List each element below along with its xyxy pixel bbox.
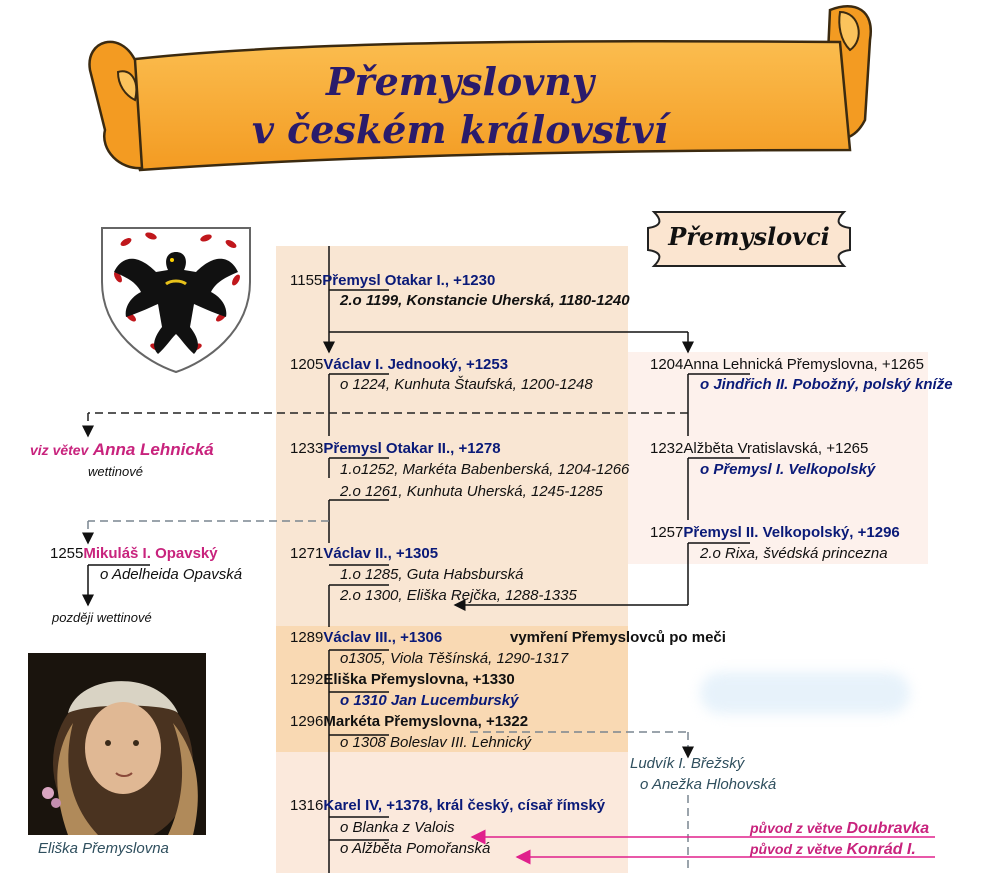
- origin-prefix: původ z větve: [750, 820, 843, 836]
- spouse-line: 2.o Rixa, švédská princezna: [700, 545, 888, 562]
- entry-name: Markéta Přemyslovna, +1322: [323, 713, 529, 730]
- main-entry-1271: [290, 545, 438, 563]
- entry-year: 1204: [650, 356, 684, 373]
- mikulas-entry: [50, 545, 218, 563]
- entry-name: Karel IV, +1378, král český, císař římský: [323, 797, 606, 814]
- entry-name: Přemysl II. Velkopolský, +1296: [683, 524, 900, 541]
- anna-prefix: viz větev: [30, 442, 89, 458]
- entry-year: 1271: [290, 545, 324, 562]
- entry-name: Václav II., +1305: [323, 545, 439, 562]
- main-entry-1316: [290, 797, 605, 815]
- origin-prefix: původ z větve: [750, 841, 843, 857]
- main-entry-1296: [290, 713, 528, 731]
- main-entry-1155: [290, 272, 495, 290]
- spouse-line: o Přemysl I. Velkopolský: [700, 461, 876, 478]
- entry-year: 1292: [290, 671, 324, 688]
- entry-year: 1316: [290, 797, 324, 814]
- entry-year: 1255: [50, 545, 84, 562]
- entry-year: 1257: [650, 524, 684, 541]
- main-entry-1292: [290, 671, 515, 689]
- spouse-line: o Alžběta Pomořanská: [340, 840, 491, 857]
- spouse-line: o Jindřich II. Pobožný, polský kníže: [700, 376, 953, 393]
- mikulas-spouse: o Adelheida Opavská: [100, 566, 243, 583]
- right-entry-1204: [650, 356, 924, 374]
- spouse-line: 1.o 1285, Guta Habsburská: [340, 566, 524, 583]
- spouse-line: 1.o1252, Markéta Babenberská, 1204-1266: [340, 461, 630, 478]
- entry-name: Alžběta Vratislavská, +1265: [683, 440, 869, 457]
- main-entry-1289: [290, 629, 442, 647]
- ludvik-spouse: o Anežka Hlohovská: [640, 776, 777, 793]
- entry-name: Přemysl Otakar I., +1230: [322, 272, 496, 289]
- spouse-line: o 1310 Jan Lucemburský: [340, 692, 519, 709]
- entry-year: 1289: [290, 629, 324, 646]
- entry-year: 1155: [290, 272, 323, 289]
- extinction-note: vymření Přemyslovců po meči: [510, 629, 726, 646]
- entry-name: Mikuláš I. Opavský: [83, 545, 218, 562]
- anna-name: Anna Lehnická: [92, 440, 214, 459]
- main-entry-1205: [290, 356, 508, 374]
- entry-name: Anna Lehnická Přemyslovna, +1265: [683, 356, 924, 373]
- banner-title-line1: Přemyslovny: [325, 59, 595, 104]
- spouse-line: o1305, Viola Těšínská, 1290-1317: [340, 650, 569, 667]
- origin-konrad: [750, 840, 916, 859]
- origin-name: Konrád I.: [846, 841, 916, 858]
- spouse-line: o 1224, Kunhuta Štaufská, 1200-1248: [340, 376, 593, 393]
- entry-year: 1205: [290, 356, 324, 373]
- later-wettinove-label: později wettinové: [52, 610, 152, 625]
- spouse-line: 2.o 1261, Kunhuta Uherská, 1245-1285: [340, 483, 603, 500]
- entry-year: 1232: [650, 440, 684, 457]
- origin-name: Doubravka: [846, 820, 930, 837]
- entry-year: 1296: [290, 713, 324, 730]
- label-box-text: Přemyslovci: [668, 222, 830, 251]
- right-entry-1257: [650, 524, 900, 542]
- portrait-caption: Eliška Přemyslovna: [38, 840, 169, 857]
- spouse-line: 2.o 1300, Eliška Rejčka, 1288-1335: [340, 587, 577, 604]
- entry-name: Eliška Přemyslovna, +1330: [323, 671, 515, 688]
- entry-year: 1233: [290, 440, 324, 457]
- banner-title-line2: v českém království: [251, 107, 669, 152]
- right-entry-1232: [650, 440, 868, 458]
- spouse-line: o 1308 Boleslav III. Lehnický: [340, 734, 531, 751]
- anna-branch-ref: [30, 440, 214, 460]
- spouse-line: o Blanka z Valois: [340, 819, 455, 836]
- origin-doubravka: [750, 819, 929, 838]
- wettinove-label: wettinové: [88, 464, 143, 479]
- main-entry-1233: [290, 440, 501, 458]
- entry-name: Václav III., +1306: [323, 629, 443, 646]
- spouse-line: 2.o 1199, Konstancie Uherská, 1180-1240: [340, 292, 630, 309]
- entry-name: Václav I. Jednooký, +1253: [323, 356, 509, 373]
- ludvik-name: Ludvík I. Břežský: [630, 755, 745, 772]
- entry-name: Přemysl Otakar II., +1278: [323, 440, 501, 457]
